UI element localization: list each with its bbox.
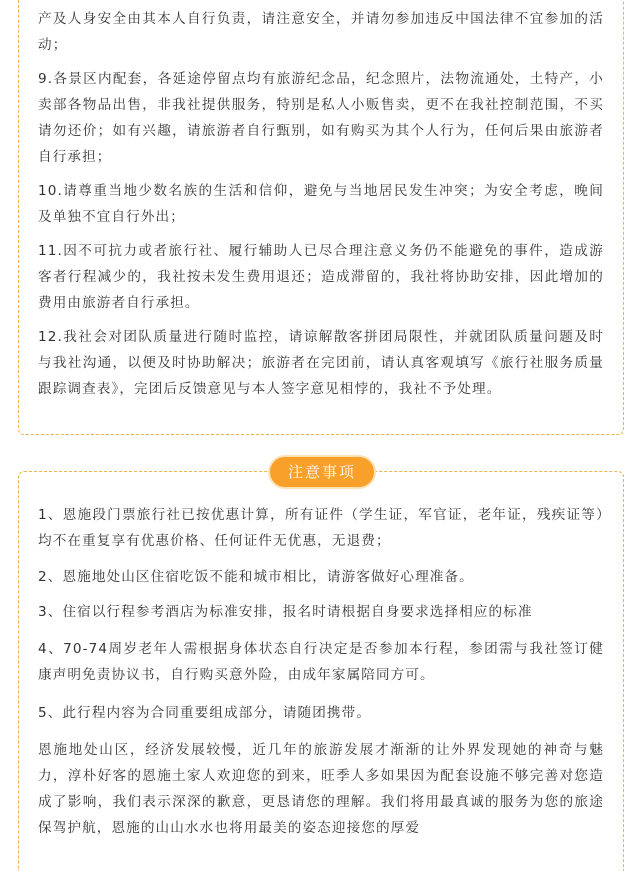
paragraph-11: 11.因不可抗力或者旅行社、履行辅助人已尽合理注意义务仍不能避免的事件，造成游客者行程减少的，我社按未发生费用退还；造成滞留的，我社将协助安排，因此增加的费用由旅游者自行承担。 xyxy=(38,243,604,311)
note-5: 5、此行程内容为合同重要组成部分，请随团携带。 xyxy=(38,705,372,721)
closing-paragraph: 恩施地处山区，经济发展较慢，近几年的旅游发展才渐渐的让外界发现她的神奇与魅力，淳朴好客的恩施土家人欢迎您的到来，旺季人多如果因为配套设施不够完善对您造成了影响，我们表示深深的歉意，更恳请您的理解。我们将用最真诚的服务为您的旅途保驾护航，恩施的山山水水也将用最美的姿态迎接您的厚爱 xyxy=(38,742,604,836)
paragraph-12: 12.我社会对团队质量进行随时监控，请谅解散客拼团局限性，并就团队质量问题及时与我社沟通，以便及时协助解决；旅游者在完团前，请认真客观填写《旅行社服务质量跟踪调查表》，完团后反馈意见与本人签字意见相悖的，我社不予处理。 xyxy=(38,329,604,397)
paragraph-9: 9.各景区内配套，各延途停留点均有旅游纪念品，纪念照片，法物流通处，土特产，小卖部各物品出售，非我社提供服务，特别是私人小贩售卖，更不在我社控制范围，不买请勿还价；如有兴趣，请旅游者自行甄别，如有购买为其个人行为，任何后果由旅游者自行承担； xyxy=(38,71,604,165)
section-title-badge: 注意事项 xyxy=(270,457,374,487)
note-4: 4、70-74周岁老年人需根据身体状态自行决定是否参加本行程，参团需与我社签订健康声明免责协议书，自行购买意外险，由成年家属陪同方可。 xyxy=(38,641,604,683)
note-1: 1、恩施段门票旅行社已按优惠计算，所有证件（学生证，军官证，老年证，残疾证等）均不在重复享有优惠价格、任何证件无优惠，无退费； xyxy=(38,507,604,549)
paragraph-10: 10.请尊重当地少数名族的生活和信仰，避免与当地居民发生冲突；为安全考虑，晚间及单独不宜自行外出； xyxy=(38,183,604,225)
note-3: 3、住宿以行程参考酒店为标准安排，报名时请根据自身要求选择相应的标准 xyxy=(38,604,533,620)
paragraph-continued: 产及人身安全由其本人自行负责，请注意安全，并请勿参加违反中国法律不宜参加的活动； xyxy=(38,11,604,53)
note-2: 2、恩施地处山区住宿吃饭不能和城市相比，请游客做好心理准备。 xyxy=(38,569,474,585)
